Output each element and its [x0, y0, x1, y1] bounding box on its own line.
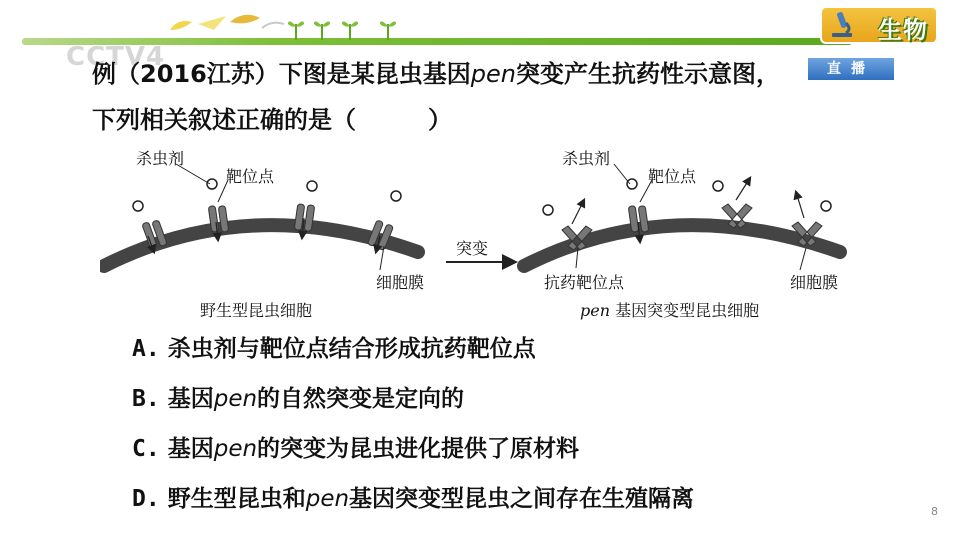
mutation-arrow-label: 突变	[456, 239, 489, 258]
page-number: 8	[931, 505, 938, 518]
question-suffix: 突变产生抗药性示意图，	[516, 60, 781, 88]
sprout-icon	[378, 14, 398, 40]
right-caption-text: 基因突变型昆虫细胞	[610, 301, 760, 320]
gene-name: pen	[305, 486, 350, 512]
left-insecticide-label: 杀虫剂	[136, 149, 185, 168]
gene-name: pen	[213, 386, 258, 412]
logo-text: 生物	[878, 16, 928, 44]
microscope-icon	[826, 9, 858, 41]
option-d[interactable]	[132, 480, 694, 513]
right-caption-gene: pen	[580, 301, 611, 320]
option-letter: B.	[132, 386, 160, 412]
sprout-icon	[286, 14, 306, 40]
option-text-suffix: 的自然突变是定向的	[257, 386, 465, 412]
right-resistant-label: 抗药靶位点	[544, 273, 625, 292]
gene-name: pen	[213, 436, 258, 462]
question-line-2: 下列相关叙述正确的是（ ）	[92, 106, 452, 134]
right-insecticide-label: 杀虫剂	[562, 149, 611, 168]
option-text-prefix: 野生型昆虫和	[167, 486, 306, 512]
right-caption	[580, 298, 759, 321]
gene-name: pen	[470, 60, 517, 88]
option-text-prefix: 基因	[167, 386, 214, 412]
option-c[interactable]	[132, 430, 579, 463]
option-a[interactable]	[132, 330, 536, 363]
subject-logo	[820, 6, 938, 44]
leaf-decoration-icon	[168, 8, 288, 40]
question-line-1	[92, 54, 780, 89]
option-text-suffix: 基因突变型昆虫之间存在生殖隔离	[349, 486, 695, 512]
option-b[interactable]	[132, 380, 464, 413]
sprout-icon	[312, 14, 332, 40]
option-text-suffix: 的突变为昆虫进化提供了原材料	[257, 436, 580, 462]
right-target-label: 靶位点	[648, 167, 697, 186]
sprout-icon	[340, 14, 360, 40]
option-letter: A.	[132, 336, 160, 362]
left-caption: 野生型昆虫细胞	[200, 301, 313, 320]
left-membrane-label: 细胞膜	[376, 273, 425, 292]
top-banner	[0, 0, 960, 46]
option-letter: C.	[132, 436, 160, 462]
channel-watermark: CCTV4	[66, 42, 166, 72]
option-text: 杀虫剂与靶位点结合形成抗药靶位点	[167, 336, 536, 362]
mutation-diagram	[100, 140, 860, 330]
right-membrane-label: 细胞膜	[790, 273, 839, 292]
live-badge: 直播	[808, 58, 894, 80]
option-text-prefix: 基因	[167, 436, 214, 462]
question-prefix: 例（2016江苏）下图是某昆虫基因	[92, 60, 471, 88]
left-target-label: 靶位点	[226, 167, 275, 186]
option-letter: D.	[132, 486, 160, 512]
